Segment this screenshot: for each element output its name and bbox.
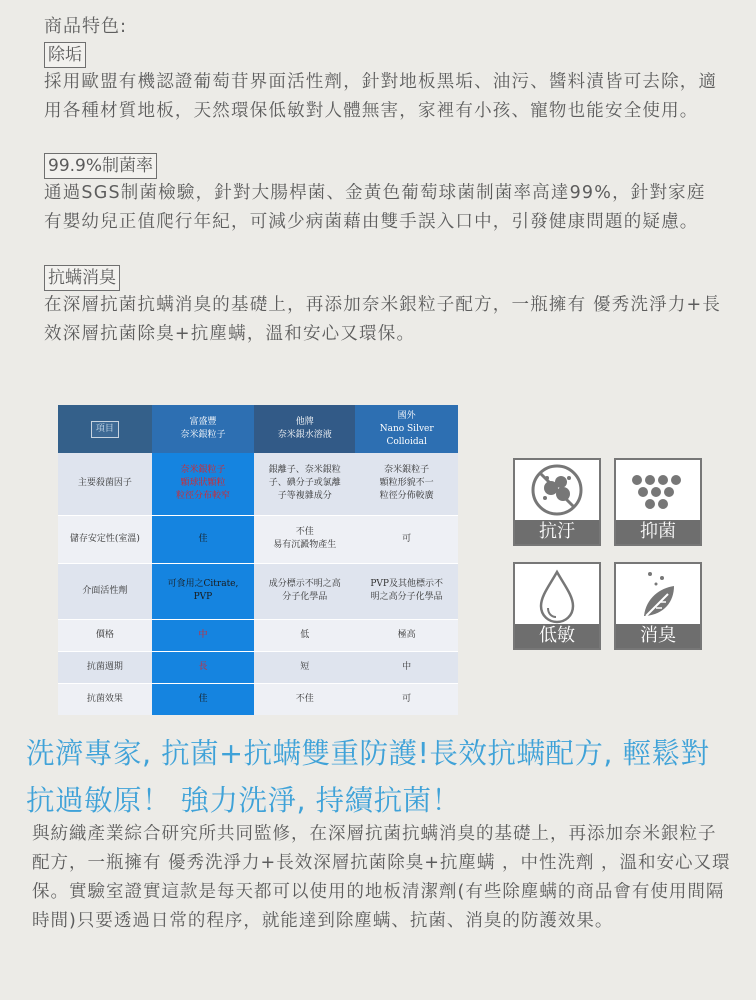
cell-col3: 奈米銀粒子 顆粒形貌不一 粒徑分佈較廣 [355,453,458,515]
stain-icon [513,458,601,546]
feature-tag-descaling: 除垢 [44,42,86,68]
row-label: 抗菌效果 [58,683,152,715]
row-label: 主要殺菌因子 [58,453,152,515]
icon-label-bacteria: 抑菌 [616,520,700,544]
row-label: 抗菌週期 [58,651,152,683]
table-row [58,619,458,651]
cell-col1: 佳 [152,683,254,715]
feature-text-descaling: 採用歐盟有機認證葡萄苷界面活性劑，針對地板黑垢、油污、醬料漬皆可去除，適用各種材質地板，天然環保低敏對人體無害，家裡有小孩、寵物也能安全使用。 [44,72,718,121]
feature-text-anti-mite: 在深層抗菌抗螨消臭的基礎上，再添加奈米銀粒子配方，一瓶擁有 優秀洗淨力+長效深層抗菌除臭+抗塵螨，溫和安心又環保。 [44,295,722,344]
cell-col2: 不佳 [254,683,355,715]
cell-col2: 銀離子、奈米銀粒 子、碘分子或氯離 子等複雜成分 [254,453,355,515]
table-row [58,651,458,683]
cell-col3: 中 [355,651,458,683]
cell-col1: 可食用之Citrate, PVP [152,563,254,619]
cell-col3: PVP及其他標示不 明之高分子化學品 [355,563,458,619]
icon-label-stain: 抗汙 [515,520,599,544]
leaf-icon [614,562,702,650]
table-header-item: 項目 [91,421,119,438]
cell-col1: 長 [152,651,254,683]
cell-col3: 可 [355,683,458,715]
cell-col2: 短 [254,651,355,683]
water-drop-icon [513,562,601,650]
row-label: 儲存安定性(室溫) [58,515,152,563]
feature-tag-antibacterial-rate: 99.9%制菌率 [44,153,157,179]
cell-col2: 低 [254,619,355,651]
cell-col3: 可 [355,515,458,563]
cell-col1: 奈米銀粒子 顆球狀顆粒 粒徑分布較窄 [152,453,254,515]
cell-col2: 不佳 易有沉澱物產生 [254,515,355,563]
bacteria-dots-icon [614,458,702,546]
intro-label: 商品特色: [44,16,128,37]
table-row [58,563,458,619]
row-label: 價格 [58,619,152,651]
cell-col3: 極高 [355,619,458,651]
cell-col1: 佳 [152,515,254,563]
icon-label-hypoallergenic: 低敏 [515,624,599,648]
icon-label-deodorize: 消臭 [616,624,700,648]
table-header-col2: 他牌 奈米銀水溶液 [254,405,355,453]
row-label: 介面活性劑 [58,563,152,619]
feature-tag-anti-mite: 抗螨消臭 [44,265,120,291]
table-row [58,453,458,515]
feature-text-antibacterial-rate: 通過SGS制菌檢驗，針對大腸桿菌、金黃色葡萄球菌制菌率高達99%，針對家庭有嬰幼兒正值爬行年紀，可減少病菌藉由雙手誤入口中，引發健康問題的疑慮。 [44,183,706,232]
cell-col1: 中 [152,619,254,651]
table-row [58,683,458,715]
comparison-table [58,405,458,705]
table-header-col3: 國外 Nano Silver Colloidal [355,405,458,453]
headline: 洗濟專家, 抗菌+抗螨雙重防護!長效抗螨配方, 輕鬆對抗過敏原！ 強力洗淨, 持續抗菌！ [26,737,710,817]
cell-col2: 成分標示不明之高 分子化學品 [254,563,355,619]
table-header-col1: 富盛豐 奈米銀粒子 [152,405,254,453]
closing-paragraph: 與紡織產業綜合研究所共同監修，在深層抗菌抗螨消臭的基礎上，再添加奈米銀粒子配方，一瓶擁有 優秀洗淨力+長效深層抗菌除臭+抗塵螨 ，中性洗劑 ，溫和安心又環保。實驗室證實這款是每天都可以使用的地板清潔劑(有些除塵螨的商品會有使用間隔時間)只要透過日常的程序，就能達到除塵螨、抗菌、消臭的防護效果。 [32,824,731,931]
table-row [58,515,458,563]
